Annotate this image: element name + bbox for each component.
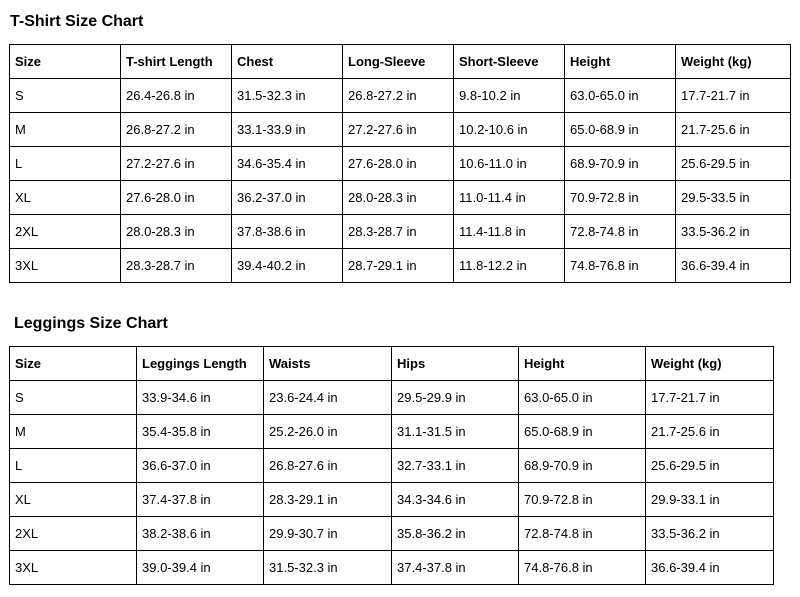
table-row xyxy=(10,249,791,283)
table-cell: 26.8-27.6 in xyxy=(264,449,392,483)
table-cell: 25.6-29.5 in xyxy=(676,147,791,181)
tshirt-column-header: Short-Sleeve xyxy=(454,45,565,79)
table-cell: 65.0-68.9 in xyxy=(565,113,676,147)
size-cell: XL xyxy=(10,181,121,215)
table-cell: 33.1-33.9 in xyxy=(232,113,343,147)
table-cell: 34.6-35.4 in xyxy=(232,147,343,181)
table-cell: 39.4-40.2 in xyxy=(232,249,343,283)
table-cell: 9.8-10.2 in xyxy=(454,79,565,113)
tshirt-column-header: Chest xyxy=(232,45,343,79)
table-cell: 37.4-37.8 in xyxy=(137,483,264,517)
table-cell: 28.7-29.1 in xyxy=(343,249,454,283)
table-cell: 28.3-29.1 in xyxy=(264,483,392,517)
table-cell: 38.2-38.6 in xyxy=(137,517,264,551)
table-cell: 63.0-65.0 in xyxy=(519,381,646,415)
table-cell: 65.0-68.9 in xyxy=(519,415,646,449)
tshirt-chart-title: T-Shirt Size Chart xyxy=(10,13,144,30)
leggings-column-header: Leggings Length xyxy=(137,347,264,381)
table-cell: 33.5-36.2 in xyxy=(646,517,774,551)
table-cell: 32.7-33.1 in xyxy=(392,449,519,483)
table-cell: 34.3-34.6 in xyxy=(392,483,519,517)
size-cell: 3XL xyxy=(10,249,121,283)
table-cell: 35.4-35.8 in xyxy=(137,415,264,449)
leggings-header-row xyxy=(10,347,774,381)
table-row xyxy=(10,517,774,551)
table-cell: 63.0-65.0 in xyxy=(565,79,676,113)
table-cell: 29.9-33.1 in xyxy=(646,483,774,517)
table-cell: 29.5-29.9 in xyxy=(392,381,519,415)
leggings-chart-title: Leggings Size Chart xyxy=(14,315,168,332)
table-cell: 23.6-24.4 in xyxy=(264,381,392,415)
table-cell: 68.9-70.9 in xyxy=(565,147,676,181)
table-cell: 28.0-28.3 in xyxy=(343,181,454,215)
tshirt-size-table xyxy=(9,44,791,283)
table-row xyxy=(10,79,791,113)
leggings-size-table xyxy=(9,346,774,585)
size-cell: M xyxy=(10,113,121,147)
table-cell: 26.4-26.8 in xyxy=(121,79,232,113)
table-cell: 21.7-25.6 in xyxy=(646,415,774,449)
table-cell: 36.6-39.4 in xyxy=(676,249,791,283)
table-cell: 27.2-27.6 in xyxy=(121,147,232,181)
table-row xyxy=(10,113,791,147)
table-cell: 17.7-21.7 in xyxy=(676,79,791,113)
size-cell: M xyxy=(10,415,137,449)
table-cell: 26.8-27.2 in xyxy=(343,79,454,113)
size-cell: XL xyxy=(10,483,137,517)
tshirt-column-header: T-shirt Length xyxy=(121,45,232,79)
table-cell: 74.8-76.8 in xyxy=(565,249,676,283)
tshirt-column-header: Weight (kg) xyxy=(676,45,791,79)
table-cell: 31.1-31.5 in xyxy=(392,415,519,449)
table-cell: 72.8-74.8 in xyxy=(519,517,646,551)
table-cell: 27.6-28.0 in xyxy=(343,147,454,181)
table-cell: 21.7-25.6 in xyxy=(676,113,791,147)
table-cell: 33.5-36.2 in xyxy=(676,215,791,249)
table-cell: 10.2-10.6 in xyxy=(454,113,565,147)
size-cell: 3XL xyxy=(10,551,137,585)
table-cell: 31.5-32.3 in xyxy=(232,79,343,113)
tshirt-table-body xyxy=(10,79,791,283)
tshirt-column-header: Size xyxy=(10,45,121,79)
leggings-column-header: Hips xyxy=(392,347,519,381)
table-cell: 28.3-28.7 in xyxy=(343,215,454,249)
table-row xyxy=(10,215,791,249)
table-cell: 11.0-11.4 in xyxy=(454,181,565,215)
size-cell: L xyxy=(10,449,137,483)
table-cell: 11.4-11.8 in xyxy=(454,215,565,249)
table-cell: 25.2-26.0 in xyxy=(264,415,392,449)
table-cell: 36.2-37.0 in xyxy=(232,181,343,215)
table-cell: 11.8-12.2 in xyxy=(454,249,565,283)
table-cell: 29.9-30.7 in xyxy=(264,517,392,551)
leggings-column-header: Waists xyxy=(264,347,392,381)
tshirt-column-header: Long-Sleeve xyxy=(343,45,454,79)
table-cell: 39.0-39.4 in xyxy=(137,551,264,585)
table-row xyxy=(10,415,774,449)
tshirt-column-header: Height xyxy=(565,45,676,79)
table-cell: 28.0-28.3 in xyxy=(121,215,232,249)
size-cell: 2XL xyxy=(10,215,121,249)
size-cell: 2XL xyxy=(10,517,137,551)
table-cell: 27.2-27.6 in xyxy=(343,113,454,147)
tshirt-header-row xyxy=(10,45,791,79)
leggings-column-header: Weight (kg) xyxy=(646,347,774,381)
leggings-column-header: Size xyxy=(10,347,137,381)
tshirt-header-row xyxy=(10,45,791,79)
table-cell: 33.9-34.6 in xyxy=(137,381,264,415)
table-row xyxy=(10,483,774,517)
table-cell: 35.8-36.2 in xyxy=(392,517,519,551)
table-cell: 25.6-29.5 in xyxy=(646,449,774,483)
size-cell: S xyxy=(10,79,121,113)
table-cell: 27.6-28.0 in xyxy=(121,181,232,215)
leggings-column-header: Height xyxy=(519,347,646,381)
table-cell: 17.7-21.7 in xyxy=(646,381,774,415)
table-cell: 74.8-76.8 in xyxy=(519,551,646,585)
table-cell: 70.9-72.8 in xyxy=(519,483,646,517)
table-row xyxy=(10,181,791,215)
table-cell: 28.3-28.7 in xyxy=(121,249,232,283)
table-row xyxy=(10,551,774,585)
table-row xyxy=(10,147,791,181)
table-cell: 68.9-70.9 in xyxy=(519,449,646,483)
leggings-table-body xyxy=(10,381,774,585)
table-cell: 70.9-72.8 in xyxy=(565,181,676,215)
table-cell: 36.6-39.4 in xyxy=(646,551,774,585)
size-cell: L xyxy=(10,147,121,181)
size-cell: S xyxy=(10,381,137,415)
table-cell: 37.4-37.8 in xyxy=(392,551,519,585)
table-cell: 26.8-27.2 in xyxy=(121,113,232,147)
table-cell: 31.5-32.3 in xyxy=(264,551,392,585)
leggings-header-row xyxy=(10,347,774,381)
table-cell: 37.8-38.6 in xyxy=(232,215,343,249)
table-cell: 10.6-11.0 in xyxy=(454,147,565,181)
table-cell: 72.8-74.8 in xyxy=(565,215,676,249)
table-cell: 29.5-33.5 in xyxy=(676,181,791,215)
table-row xyxy=(10,449,774,483)
table-cell: 36.6-37.0 in xyxy=(137,449,264,483)
table-row xyxy=(10,381,774,415)
